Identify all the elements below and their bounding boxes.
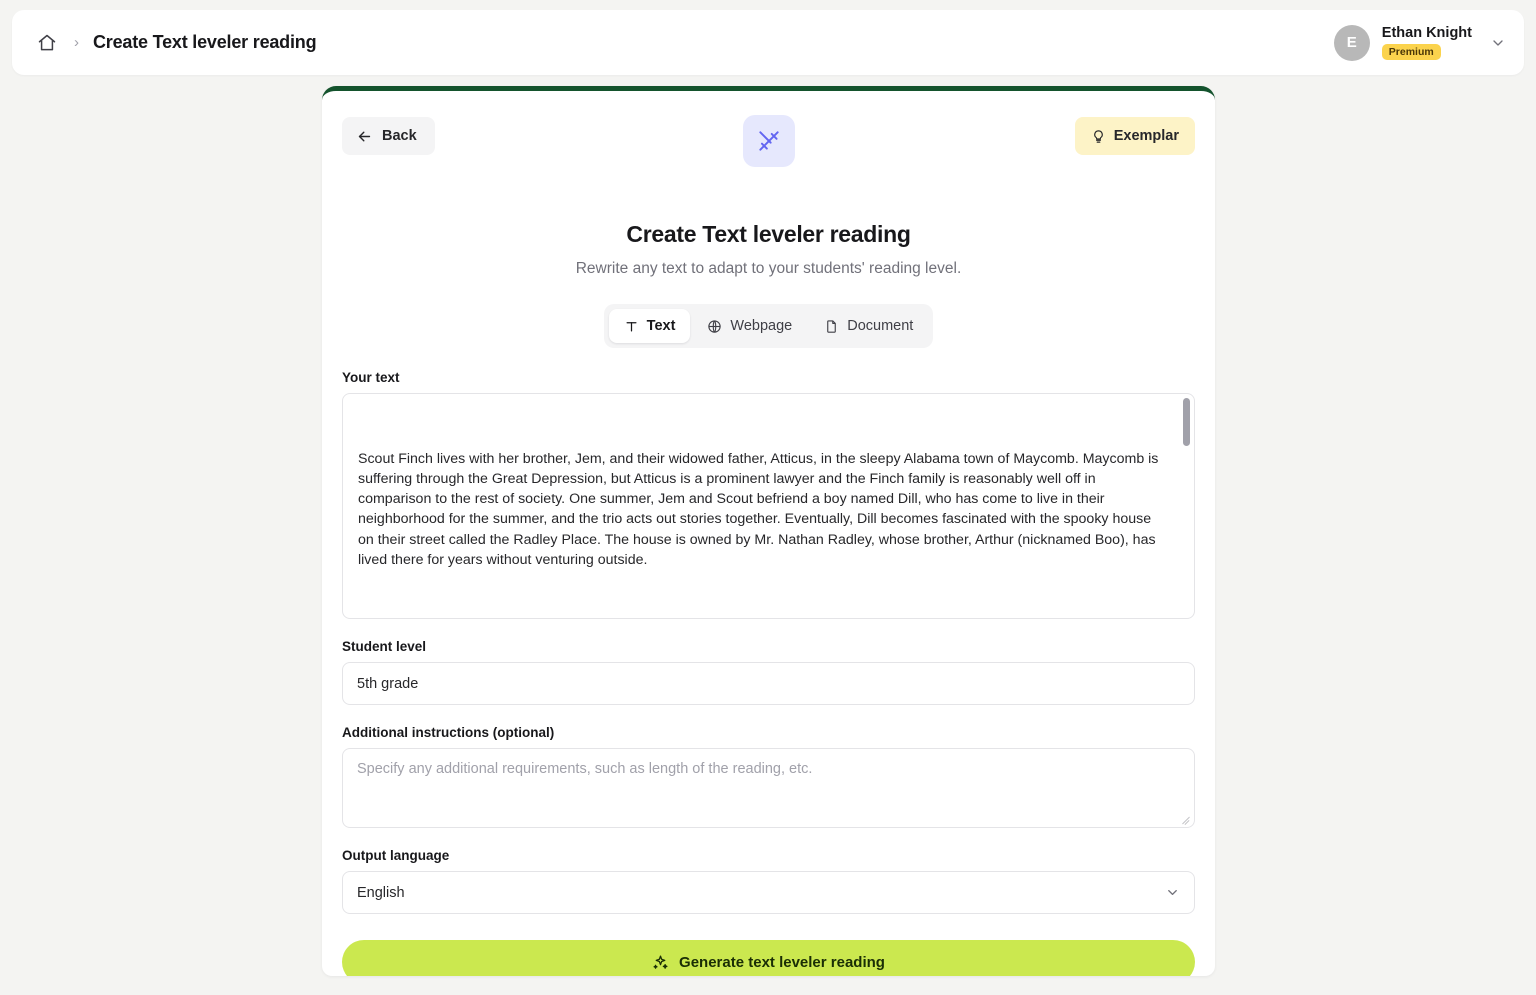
your-text-content [343, 394, 1194, 618]
student-level-label: Student level [342, 639, 427, 654]
your-text-label: Your text [342, 370, 400, 385]
chevron-down-icon[interactable] [1490, 35, 1506, 51]
generate-button[interactable] [342, 940, 1195, 976]
tool-card [322, 86, 1215, 976]
exemplar-button-label: Exemplar [1113, 128, 1179, 144]
card-header [322, 91, 1215, 221]
status-badge: Premium [1382, 44, 1441, 60]
source-type-tabs [322, 304, 1215, 348]
output-language-select[interactable] [342, 871, 1195, 914]
output-language-label: Output language [342, 848, 450, 863]
your-text-input[interactable] [342, 393, 1195, 619]
resize-handle[interactable] [1181, 814, 1191, 824]
top-bar [12, 10, 1524, 75]
tab-webpage-label: Webpage [730, 318, 793, 334]
home-icon[interactable] [34, 30, 60, 56]
globe-icon [707, 319, 722, 334]
avatar: E [1334, 25, 1370, 61]
tab-text[interactable] [609, 309, 691, 343]
card-subtitle: Rewrite any text to adapt to your students' reading level. [575, 260, 962, 277]
page-title: Create Text leveler reading [93, 32, 317, 52]
additional-instructions-placeholder: Specify any additional requirements, such as length of the reading, etc. [357, 761, 813, 777]
back-button-label: Back [382, 128, 417, 144]
user-info [1382, 25, 1472, 61]
tab-text-label: Text [646, 318, 676, 334]
sparkles-icon [652, 954, 669, 971]
generate-button-label: Generate text leveler reading [679, 953, 885, 971]
chevron-down-icon [1165, 885, 1180, 900]
document-icon [824, 319, 839, 334]
tab-document[interactable] [809, 309, 928, 343]
tools-icon [743, 115, 795, 167]
breadcrumb-separator: › [74, 34, 79, 51]
back-button[interactable] [342, 117, 435, 155]
output-language-value: English [357, 884, 405, 901]
lightbulb-icon [1091, 129, 1106, 144]
tab-webpage[interactable] [692, 309, 807, 343]
user-menu[interactable] [1334, 25, 1506, 61]
additional-instructions-label: Additional instructions (optional) [342, 725, 555, 740]
user-name: Ethan Knight [1381, 24, 1472, 41]
additional-instructions-input[interactable] [342, 748, 1195, 828]
tool-form [322, 348, 1215, 976]
student-level-value: 5th grade [357, 675, 419, 692]
your-text-paragraph-1: Scout Finch lives with her brother, Jem, and their widowed father, Atticus, in the sleepy Alabama town of Maycomb. Maycomb is suffering through the Great Depression, but Atticus is a prominent lawyer and the Finch family is reasonably well off in comparison to the rest of society. One summer, Jem and Scout befriend a boy named Dill, who has come to live in their neighborhood for the summer, and the trio acts out stories together. Eventually, Dill becomes fascinated with the spooky house on their street called the Radley Place. The house is owned by Mr. Nathan Radley, whose brother, Arthur (nicknamed Boo), has lived there for years without venturing outside. [358, 450, 1163, 569]
exemplar-button[interactable] [1075, 117, 1195, 155]
text-icon [624, 319, 639, 334]
tab-document-label: Document [847, 318, 914, 334]
student-level-input[interactable] [342, 662, 1195, 705]
arrow-left-icon [356, 128, 373, 145]
card-title: Create Text leveler reading [626, 221, 911, 247]
textarea-scrollbar[interactable] [1183, 398, 1190, 446]
